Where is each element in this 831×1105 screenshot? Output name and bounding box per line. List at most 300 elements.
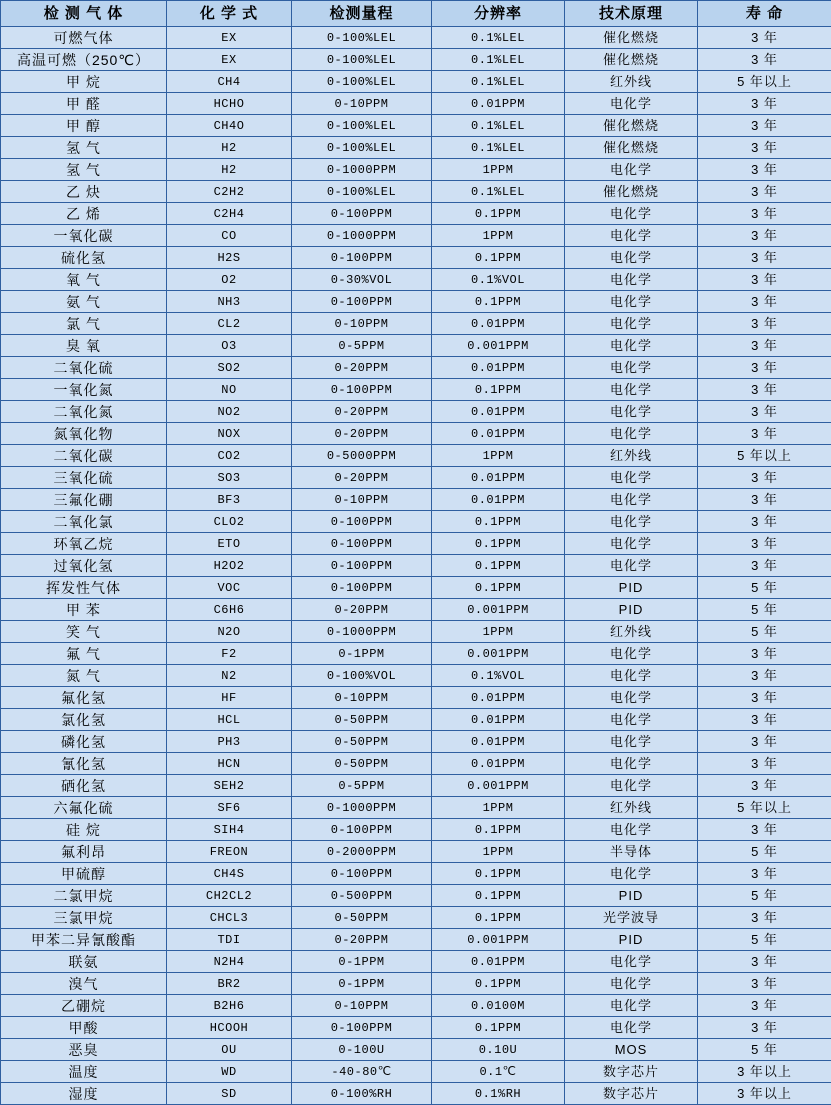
table-cell: 甲 醇: [1, 115, 167, 137]
table-cell: 0.001PPM: [432, 643, 565, 665]
table-cell: 电化学: [565, 269, 698, 291]
table-cell: HCHO: [167, 93, 292, 115]
table-cell: 六氟化硫: [1, 797, 167, 819]
table-cell: 5 年: [698, 599, 831, 621]
table-cell: 3 年以上: [698, 1083, 831, 1105]
table-cell: CH4O: [167, 115, 292, 137]
table-cell: 0-100PPM: [292, 203, 432, 225]
table-cell: 0-1000PPM: [292, 225, 432, 247]
table-cell: 催化燃烧: [565, 181, 698, 203]
table-cell: 3 年: [698, 247, 831, 269]
table-cell: 3 年: [698, 489, 831, 511]
table-cell: 3 年: [698, 775, 831, 797]
table-cell: 溴气: [1, 973, 167, 995]
table-cell: 电化学: [565, 731, 698, 753]
table-cell: HCL: [167, 709, 292, 731]
table-cell: 0-50PPM: [292, 709, 432, 731]
table-row: [1, 885, 831, 907]
table-cell: TDI: [167, 929, 292, 951]
table-cell: 0.1%VOL: [432, 665, 565, 687]
table-cell: 3 年: [698, 313, 831, 335]
table-cell: 0-100%LEL: [292, 137, 432, 159]
table-cell: 1PPM: [432, 225, 565, 247]
table-cell: SEH2: [167, 775, 292, 797]
table-cell: 3 年: [698, 379, 831, 401]
table-cell: 5 年: [698, 621, 831, 643]
table-cell: 5 年以上: [698, 797, 831, 819]
table-row: [1, 49, 831, 71]
table-row: [1, 907, 831, 929]
column-header-technical-principle: 技术原理: [565, 1, 698, 27]
table-row: [1, 995, 831, 1017]
table-cell: 氟 气: [1, 643, 167, 665]
table-cell: 5 年: [698, 929, 831, 951]
table-cell: C2H4: [167, 203, 292, 225]
table-row: [1, 973, 831, 995]
table-cell: 3 年: [698, 753, 831, 775]
table-row: [1, 1083, 831, 1105]
table-cell: PID: [565, 599, 698, 621]
table-header: [1, 1, 831, 27]
table-cell: PID: [565, 929, 698, 951]
table-row: [1, 203, 831, 225]
table-cell: 甲 醛: [1, 93, 167, 115]
table-cell: 3 年: [698, 401, 831, 423]
table-cell: 硫化氢: [1, 247, 167, 269]
table-cell: 0-100PPM: [292, 291, 432, 313]
table-cell: 1PPM: [432, 797, 565, 819]
table-cell: SIH4: [167, 819, 292, 841]
table-cell: 0.1℃: [432, 1061, 565, 1083]
table-cell: 0.1%LEL: [432, 71, 565, 93]
table-row: [1, 489, 831, 511]
table-cell: 甲苯二异氰酸酯: [1, 929, 167, 951]
table-cell: 3 年: [698, 511, 831, 533]
table-cell: 0.001PPM: [432, 335, 565, 357]
table-cell: 红外线: [565, 445, 698, 467]
table-cell: EX: [167, 27, 292, 49]
table-row: [1, 687, 831, 709]
table-cell: 0-30%VOL: [292, 269, 432, 291]
table-cell: WD: [167, 1061, 292, 1083]
table-cell: 数字芯片: [565, 1083, 698, 1105]
table-row: [1, 775, 831, 797]
table-cell: 氟利昂: [1, 841, 167, 863]
table-cell: 3 年: [698, 863, 831, 885]
table-cell: 0.1%RH: [432, 1083, 565, 1105]
table-cell: 0.001PPM: [432, 599, 565, 621]
table-cell: 恶臭: [1, 1039, 167, 1061]
table-row: [1, 621, 831, 643]
table-row: [1, 423, 831, 445]
table-row: [1, 335, 831, 357]
table-row: [1, 665, 831, 687]
table-cell: HF: [167, 687, 292, 709]
table-row: [1, 467, 831, 489]
table-cell: 电化学: [565, 357, 698, 379]
table-cell: 3 年: [698, 137, 831, 159]
table-row: [1, 225, 831, 247]
table-cell: 0-100%VOL: [292, 665, 432, 687]
table-cell: PH3: [167, 731, 292, 753]
table-cell: ETO: [167, 533, 292, 555]
table-cell: 氧 气: [1, 269, 167, 291]
table-cell: 二氧化氯: [1, 511, 167, 533]
table-cell: 0.01PPM: [432, 401, 565, 423]
table-cell: 0-100PPM: [292, 1017, 432, 1039]
table-cell: 二氧化碳: [1, 445, 167, 467]
table-cell: 1PPM: [432, 159, 565, 181]
table-row: [1, 247, 831, 269]
table-cell: 电化学: [565, 709, 698, 731]
table-cell: 1PPM: [432, 621, 565, 643]
table-cell: 0.1PPM: [432, 907, 565, 929]
table-row: [1, 709, 831, 731]
table-cell: 氟化氢: [1, 687, 167, 709]
table-cell: 0-100PPM: [292, 555, 432, 577]
table-cell: 甲酸: [1, 1017, 167, 1039]
table-row: [1, 71, 831, 93]
table-cell: 3 年: [698, 819, 831, 841]
table-cell: 0.1PPM: [432, 247, 565, 269]
table-cell: NO: [167, 379, 292, 401]
table-cell: 0-10PPM: [292, 687, 432, 709]
table-cell: 红外线: [565, 621, 698, 643]
table-cell: 0-50PPM: [292, 907, 432, 929]
table-cell: 0-100%LEL: [292, 49, 432, 71]
table-cell: 0-10PPM: [292, 489, 432, 511]
table-cell: 电化学: [565, 203, 698, 225]
table-row: [1, 379, 831, 401]
table-row: [1, 929, 831, 951]
table-cell: 0.1%LEL: [432, 137, 565, 159]
table-cell: 电化学: [565, 225, 698, 247]
column-header-lifespan: 寿 命: [698, 1, 831, 27]
table-cell: 0-20PPM: [292, 467, 432, 489]
table-cell: 电化学: [565, 159, 698, 181]
table-cell: 催化燃烧: [565, 27, 698, 49]
table-cell: 氮氧化物: [1, 423, 167, 445]
table-cell: H2O2: [167, 555, 292, 577]
table-cell: 3 年: [698, 115, 831, 137]
table-cell: 3 年: [698, 951, 831, 973]
table-cell: 0-50PPM: [292, 753, 432, 775]
table-cell: 电化学: [565, 489, 698, 511]
table-cell: N2H4: [167, 951, 292, 973]
table-cell: 3 年: [698, 907, 831, 929]
table-cell: 3 年: [698, 665, 831, 687]
table-cell: 3 年: [698, 423, 831, 445]
table-cell: 3 年: [698, 995, 831, 1017]
table-cell: PID: [565, 885, 698, 907]
table-cell: HCN: [167, 753, 292, 775]
table-cell: VOC: [167, 577, 292, 599]
table-cell: 0.01PPM: [432, 313, 565, 335]
table-cell: 0.1PPM: [432, 885, 565, 907]
table-cell: 挥发性气体: [1, 577, 167, 599]
table-cell: NH3: [167, 291, 292, 313]
table-row: [1, 357, 831, 379]
table-cell: C6H6: [167, 599, 292, 621]
table-cell: 0.001PPM: [432, 775, 565, 797]
table-cell: 氮 气: [1, 665, 167, 687]
table-cell: 3 年: [698, 291, 831, 313]
table-cell: 0.01PPM: [432, 687, 565, 709]
table-cell: OU: [167, 1039, 292, 1061]
table-cell: CL2: [167, 313, 292, 335]
table-cell: 一氧化碳: [1, 225, 167, 247]
table-cell: 二氯甲烷: [1, 885, 167, 907]
table-cell: 3 年: [698, 181, 831, 203]
table-cell: 5 年以上: [698, 445, 831, 467]
table-cell: 3 年: [698, 269, 831, 291]
table-row: [1, 951, 831, 973]
table-cell: CH4: [167, 71, 292, 93]
table-cell: 数字芯片: [565, 1061, 698, 1083]
table-cell: 5 年: [698, 841, 831, 863]
table-cell: 0-100%RH: [292, 1083, 432, 1105]
table-cell: 0-20PPM: [292, 401, 432, 423]
column-header-gas-name: 检 测 气 体: [1, 1, 167, 27]
column-header-resolution: 分辨率: [432, 1, 565, 27]
table-row: [1, 863, 831, 885]
table-cell: 0.01PPM: [432, 467, 565, 489]
table-cell: C2H2: [167, 181, 292, 203]
table-cell: 0.1PPM: [432, 577, 565, 599]
table-cell: 甲 苯: [1, 599, 167, 621]
table-cell: FREON: [167, 841, 292, 863]
table-row: [1, 797, 831, 819]
table-cell: 0.01PPM: [432, 753, 565, 775]
table-cell: 0.01PPM: [432, 709, 565, 731]
table-cell: 3 年: [698, 973, 831, 995]
table-cell: -40-80℃: [292, 1061, 432, 1083]
table-header-row: [1, 1, 831, 27]
table-cell: 0-100PPM: [292, 577, 432, 599]
table-cell: 0-20PPM: [292, 929, 432, 951]
table-cell: 0-2000PPM: [292, 841, 432, 863]
table-cell: 0-20PPM: [292, 599, 432, 621]
table-cell: 乙 烯: [1, 203, 167, 225]
table-cell: 0.01PPM: [432, 357, 565, 379]
table-row: [1, 291, 831, 313]
table-cell: 5 年以上: [698, 71, 831, 93]
table-row: [1, 643, 831, 665]
table-cell: 电化学: [565, 863, 698, 885]
table-cell: 甲 烷: [1, 71, 167, 93]
table-row: [1, 445, 831, 467]
table-cell: 3 年: [698, 357, 831, 379]
table-cell: 氢 气: [1, 137, 167, 159]
table-cell: 0.001PPM: [432, 929, 565, 951]
table-cell: 0-1PPM: [292, 973, 432, 995]
table-row: [1, 115, 831, 137]
table-row: [1, 819, 831, 841]
table-cell: 电化学: [565, 555, 698, 577]
table-cell: H2S: [167, 247, 292, 269]
table-cell: 0-10PPM: [292, 995, 432, 1017]
table-cell: 三氧化硫: [1, 467, 167, 489]
table-cell: 可燃气体: [1, 27, 167, 49]
table-cell: 电化学: [565, 313, 698, 335]
table-cell: 0.01PPM: [432, 489, 565, 511]
table-cell: 电化学: [565, 467, 698, 489]
table-cell: 0-100%LEL: [292, 115, 432, 137]
table-cell: 二氧化硫: [1, 357, 167, 379]
table-cell: 电化学: [565, 379, 698, 401]
table-cell: 氢 气: [1, 159, 167, 181]
table-cell: 环氧乙烷: [1, 533, 167, 555]
table-cell: 0.01PPM: [432, 731, 565, 753]
table-row: [1, 401, 831, 423]
table-cell: SD: [167, 1083, 292, 1105]
table-row: [1, 1039, 831, 1061]
table-cell: 0-5000PPM: [292, 445, 432, 467]
table-cell: 红外线: [565, 71, 698, 93]
table-cell: 0-100PPM: [292, 819, 432, 841]
table-cell: 温度: [1, 1061, 167, 1083]
table-cell: 催化燃烧: [565, 49, 698, 71]
table-cell: 电化学: [565, 1017, 698, 1039]
table-cell: CH4S: [167, 863, 292, 885]
table-cell: 0.1PPM: [432, 511, 565, 533]
table-cell: 电化学: [565, 335, 698, 357]
table-row: [1, 599, 831, 621]
table-cell: 0.1%LEL: [432, 181, 565, 203]
table-cell: 0-100PPM: [292, 511, 432, 533]
table-cell: 0-1PPM: [292, 951, 432, 973]
table-cell: 0-100PPM: [292, 863, 432, 885]
table-cell: 0-20PPM: [292, 357, 432, 379]
table-cell: 电化学: [565, 401, 698, 423]
table-cell: 三氯甲烷: [1, 907, 167, 929]
table-cell: 湿度: [1, 1083, 167, 1105]
table-cell: 电化学: [565, 973, 698, 995]
table-cell: 0.1%LEL: [432, 49, 565, 71]
table-cell: 3 年: [698, 709, 831, 731]
table-cell: CH2CL2: [167, 885, 292, 907]
table-cell: 电化学: [565, 775, 698, 797]
table-cell: 0.01PPM: [432, 423, 565, 445]
table-cell: BR2: [167, 973, 292, 995]
table-cell: 0-100PPM: [292, 379, 432, 401]
table-cell: H2: [167, 159, 292, 181]
table-cell: 0-10PPM: [292, 313, 432, 335]
table-cell: 3 年: [698, 555, 831, 577]
table-cell: 0-5PPM: [292, 775, 432, 797]
table-cell: 过氧化氢: [1, 555, 167, 577]
table-cell: 联氨: [1, 951, 167, 973]
table-cell: 磷化氢: [1, 731, 167, 753]
table-cell: 3 年: [698, 643, 831, 665]
table-cell: 5 年: [698, 577, 831, 599]
table-row: [1, 841, 831, 863]
table-cell: 电化学: [565, 247, 698, 269]
table-cell: 3 年: [698, 1017, 831, 1039]
table-cell: 0.1PPM: [432, 379, 565, 401]
table-cell: 电化学: [565, 819, 698, 841]
table-cell: SO3: [167, 467, 292, 489]
table-cell: 0.1PPM: [432, 1017, 565, 1039]
table-cell: 0.1PPM: [432, 533, 565, 555]
table-cell: EX: [167, 49, 292, 71]
table-cell: 红外线: [565, 797, 698, 819]
table-row: [1, 159, 831, 181]
table-cell: 0.1%VOL: [432, 269, 565, 291]
table-cell: 0-100%LEL: [292, 181, 432, 203]
table-cell: 高温可燃（250℃）: [1, 49, 167, 71]
table-cell: 催化燃烧: [565, 115, 698, 137]
column-header-detection-range: 检测量程: [292, 1, 432, 27]
table-cell: 硅 烷: [1, 819, 167, 841]
table-cell: 0.0100M: [432, 995, 565, 1017]
table-cell: 电化学: [565, 995, 698, 1017]
table-cell: PID: [565, 577, 698, 599]
table-cell: NO2: [167, 401, 292, 423]
table-cell: 0-1000PPM: [292, 159, 432, 181]
table-cell: 0.1PPM: [432, 819, 565, 841]
table-cell: 氯 气: [1, 313, 167, 335]
table-cell: 3 年: [698, 159, 831, 181]
table-cell: CHCL3: [167, 907, 292, 929]
table-cell: 光学波导: [565, 907, 698, 929]
table-cell: 笑 气: [1, 621, 167, 643]
table-cell: HCOOH: [167, 1017, 292, 1039]
table-cell: 0-100%LEL: [292, 71, 432, 93]
table-row: [1, 731, 831, 753]
table-cell: 3 年以上: [698, 1061, 831, 1083]
table-cell: SO2: [167, 357, 292, 379]
table-cell: 0.1PPM: [432, 973, 565, 995]
table-row: [1, 577, 831, 599]
table-cell: 3 年: [698, 225, 831, 247]
table-row: [1, 753, 831, 775]
table-cell: 0.01PPM: [432, 93, 565, 115]
table-cell: 电化学: [565, 533, 698, 555]
table-cell: NOX: [167, 423, 292, 445]
table-cell: 三氟化硼: [1, 489, 167, 511]
table-cell: 氰化氢: [1, 753, 167, 775]
table-cell: CO: [167, 225, 292, 247]
table-cell: 氨 气: [1, 291, 167, 313]
table-cell: 0.1%LEL: [432, 115, 565, 137]
table-cell: 0-1000PPM: [292, 621, 432, 643]
table-cell: 乙硼烷: [1, 995, 167, 1017]
table-row: [1, 511, 831, 533]
table-cell: 0.01PPM: [432, 951, 565, 973]
table-cell: F2: [167, 643, 292, 665]
table-row: [1, 269, 831, 291]
table-cell: 0-10PPM: [292, 93, 432, 115]
table-row: [1, 1061, 831, 1083]
table-cell: 0-1PPM: [292, 643, 432, 665]
table-cell: CLO2: [167, 511, 292, 533]
table-cell: 电化学: [565, 93, 698, 115]
table-cell: 电化学: [565, 687, 698, 709]
table-cell: N2O: [167, 621, 292, 643]
table-cell: 3 年: [698, 93, 831, 115]
table-cell: 0.1%LEL: [432, 27, 565, 49]
table-cell: 电化学: [565, 291, 698, 313]
table-cell: 0.1PPM: [432, 555, 565, 577]
table-body: [1, 27, 831, 1105]
table-cell: SF6: [167, 797, 292, 819]
table-cell: MOS: [565, 1039, 698, 1061]
table-cell: 1PPM: [432, 445, 565, 467]
table-cell: 催化燃烧: [565, 137, 698, 159]
table-cell: 乙 炔: [1, 181, 167, 203]
table-cell: H2: [167, 137, 292, 159]
